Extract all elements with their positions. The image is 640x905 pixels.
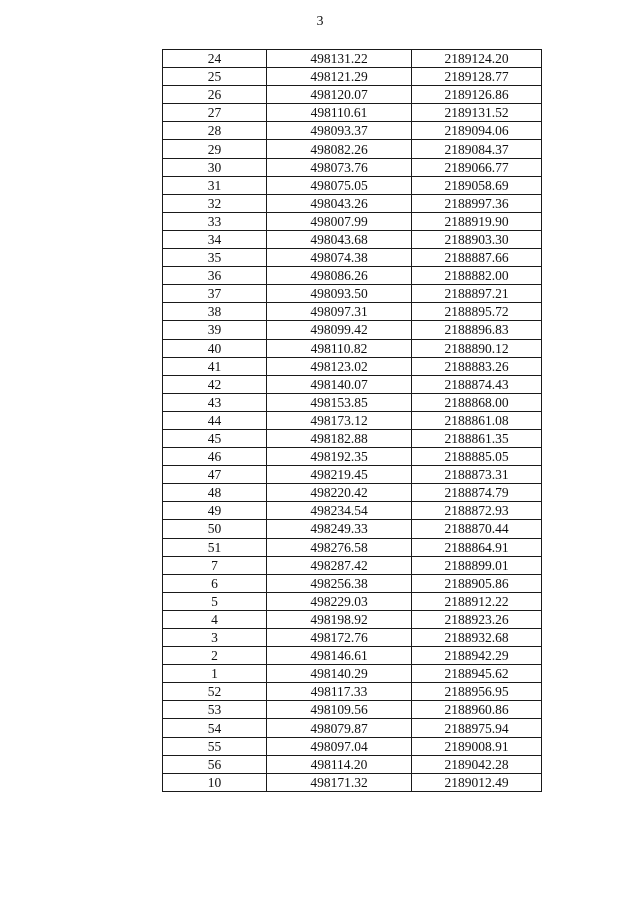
x-coordinate-cell: 498276.58 <box>267 538 412 556</box>
y-coordinate-cell: 2188890.12 <box>412 339 542 357</box>
table-row <box>163 339 542 357</box>
table-row <box>163 86 542 104</box>
y-coordinate-cell: 2189012.49 <box>412 773 542 791</box>
table-row <box>163 429 542 447</box>
y-coordinate-cell: 2188919.90 <box>412 212 542 230</box>
point-number-cell: 38 <box>163 303 267 321</box>
table-row <box>163 665 542 683</box>
point-number-cell: 4 <box>163 610 267 628</box>
table-row <box>163 538 542 556</box>
y-coordinate-cell: 2188872.93 <box>412 502 542 520</box>
point-number-cell: 6 <box>163 574 267 592</box>
point-number-cell: 35 <box>163 249 267 267</box>
point-number-cell: 46 <box>163 448 267 466</box>
table-row <box>163 212 542 230</box>
y-coordinate-cell: 2189131.52 <box>412 104 542 122</box>
x-coordinate-cell: 498007.99 <box>267 212 412 230</box>
point-number-cell: 32 <box>163 194 267 212</box>
y-coordinate-cell: 2188864.91 <box>412 538 542 556</box>
point-number-cell: 5 <box>163 592 267 610</box>
x-coordinate-cell: 498086.26 <box>267 267 412 285</box>
point-number-cell: 10 <box>163 773 267 791</box>
point-number-cell: 37 <box>163 285 267 303</box>
table-row <box>163 104 542 122</box>
x-coordinate-cell: 498082.26 <box>267 140 412 158</box>
y-coordinate-cell: 2188923.26 <box>412 610 542 628</box>
table-row <box>163 466 542 484</box>
x-coordinate-cell: 498110.61 <box>267 104 412 122</box>
table-row <box>163 393 542 411</box>
point-number-cell: 25 <box>163 68 267 86</box>
y-coordinate-cell: 2188945.62 <box>412 665 542 683</box>
y-coordinate-cell: 2188997.36 <box>412 194 542 212</box>
x-coordinate-cell: 498140.29 <box>267 665 412 683</box>
x-coordinate-cell: 498171.32 <box>267 773 412 791</box>
y-coordinate-cell: 2189128.77 <box>412 68 542 86</box>
coordinates-table <box>162 49 542 792</box>
table-row <box>163 194 542 212</box>
point-number-cell: 41 <box>163 357 267 375</box>
x-coordinate-cell: 498249.33 <box>267 520 412 538</box>
table-row <box>163 755 542 773</box>
x-coordinate-cell: 498287.42 <box>267 556 412 574</box>
point-number-cell: 51 <box>163 538 267 556</box>
table-row <box>163 592 542 610</box>
table-row <box>163 249 542 267</box>
table-row <box>163 610 542 628</box>
point-number-cell: 28 <box>163 122 267 140</box>
table-row <box>163 701 542 719</box>
x-coordinate-cell: 498131.22 <box>267 50 412 68</box>
y-coordinate-cell: 2188870.44 <box>412 520 542 538</box>
point-number-cell: 39 <box>163 321 267 339</box>
coordinates-table-body <box>163 50 542 792</box>
table-row <box>163 230 542 248</box>
y-coordinate-cell: 2188897.21 <box>412 285 542 303</box>
table-row <box>163 285 542 303</box>
point-number-cell: 49 <box>163 502 267 520</box>
y-coordinate-cell: 2188874.79 <box>412 484 542 502</box>
x-coordinate-cell: 498229.03 <box>267 592 412 610</box>
y-coordinate-cell: 2188942.29 <box>412 647 542 665</box>
point-number-cell: 45 <box>163 429 267 447</box>
y-coordinate-cell: 2189124.20 <box>412 50 542 68</box>
y-coordinate-cell: 2188932.68 <box>412 629 542 647</box>
point-number-cell: 52 <box>163 683 267 701</box>
table-row <box>163 448 542 466</box>
y-coordinate-cell: 2188956.95 <box>412 683 542 701</box>
table-row <box>163 303 542 321</box>
table-row <box>163 267 542 285</box>
y-coordinate-cell: 2188960.86 <box>412 701 542 719</box>
y-coordinate-cell: 2188912.22 <box>412 592 542 610</box>
table-row <box>163 375 542 393</box>
x-coordinate-cell: 498172.76 <box>267 629 412 647</box>
y-coordinate-cell: 2188882.00 <box>412 267 542 285</box>
y-coordinate-cell: 2189126.86 <box>412 86 542 104</box>
x-coordinate-cell: 498192.35 <box>267 448 412 466</box>
x-coordinate-cell: 498093.50 <box>267 285 412 303</box>
y-coordinate-cell: 2188899.01 <box>412 556 542 574</box>
x-coordinate-cell: 498256.38 <box>267 574 412 592</box>
y-coordinate-cell: 2188873.31 <box>412 466 542 484</box>
point-number-cell: 44 <box>163 411 267 429</box>
point-number-cell: 27 <box>163 104 267 122</box>
y-coordinate-cell: 2189042.28 <box>412 755 542 773</box>
table-row <box>163 158 542 176</box>
y-coordinate-cell: 2189058.69 <box>412 176 542 194</box>
point-number-cell: 7 <box>163 556 267 574</box>
point-number-cell: 3 <box>163 629 267 647</box>
table-row <box>163 647 542 665</box>
x-coordinate-cell: 498073.76 <box>267 158 412 176</box>
x-coordinate-cell: 498219.45 <box>267 466 412 484</box>
y-coordinate-cell: 2188885.05 <box>412 448 542 466</box>
x-coordinate-cell: 498121.29 <box>267 68 412 86</box>
table-row <box>163 411 542 429</box>
x-coordinate-cell: 498234.54 <box>267 502 412 520</box>
point-number-cell: 47 <box>163 466 267 484</box>
table-row <box>163 176 542 194</box>
table-row <box>163 484 542 502</box>
x-coordinate-cell: 498043.26 <box>267 194 412 212</box>
table-row <box>163 683 542 701</box>
x-coordinate-cell: 498097.04 <box>267 737 412 755</box>
point-number-cell: 53 <box>163 701 267 719</box>
y-coordinate-cell: 2189084.37 <box>412 140 542 158</box>
x-coordinate-cell: 498146.61 <box>267 647 412 665</box>
point-number-cell: 2 <box>163 647 267 665</box>
x-coordinate-cell: 498079.87 <box>267 719 412 737</box>
table-row <box>163 629 542 647</box>
table-row <box>163 50 542 68</box>
table-row <box>163 520 542 538</box>
point-number-cell: 42 <box>163 375 267 393</box>
y-coordinate-cell: 2188883.26 <box>412 357 542 375</box>
y-coordinate-cell: 2188975.94 <box>412 719 542 737</box>
table-row <box>163 574 542 592</box>
point-number-cell: 54 <box>163 719 267 737</box>
table-row <box>163 140 542 158</box>
x-coordinate-cell: 498120.07 <box>267 86 412 104</box>
x-coordinate-cell: 498110.82 <box>267 339 412 357</box>
point-number-cell: 56 <box>163 755 267 773</box>
y-coordinate-cell: 2188887.66 <box>412 249 542 267</box>
point-number-cell: 1 <box>163 665 267 683</box>
x-coordinate-cell: 498043.68 <box>267 230 412 248</box>
y-coordinate-cell: 2188868.00 <box>412 393 542 411</box>
table-row <box>163 556 542 574</box>
y-coordinate-cell: 2188903.30 <box>412 230 542 248</box>
point-number-cell: 55 <box>163 737 267 755</box>
y-coordinate-cell: 2188896.83 <box>412 321 542 339</box>
point-number-cell: 43 <box>163 393 267 411</box>
x-coordinate-cell: 498140.07 <box>267 375 412 393</box>
point-number-cell: 24 <box>163 50 267 68</box>
x-coordinate-cell: 498114.20 <box>267 755 412 773</box>
point-number-cell: 48 <box>163 484 267 502</box>
table-row <box>163 502 542 520</box>
table-row <box>163 357 542 375</box>
point-number-cell: 29 <box>163 140 267 158</box>
y-coordinate-cell: 2188861.08 <box>412 411 542 429</box>
point-number-cell: 33 <box>163 212 267 230</box>
y-coordinate-cell: 2188861.35 <box>412 429 542 447</box>
x-coordinate-cell: 498075.05 <box>267 176 412 194</box>
y-coordinate-cell: 2189008.91 <box>412 737 542 755</box>
table-row <box>163 122 542 140</box>
y-coordinate-cell: 2188905.86 <box>412 574 542 592</box>
table-row <box>163 321 542 339</box>
point-number-cell: 30 <box>163 158 267 176</box>
y-coordinate-cell: 2188874.43 <box>412 375 542 393</box>
point-number-cell: 34 <box>163 230 267 248</box>
y-coordinate-cell: 2188895.72 <box>412 303 542 321</box>
x-coordinate-cell: 498198.92 <box>267 610 412 628</box>
x-coordinate-cell: 498097.31 <box>267 303 412 321</box>
x-coordinate-cell: 498153.85 <box>267 393 412 411</box>
table-row <box>163 737 542 755</box>
x-coordinate-cell: 498109.56 <box>267 701 412 719</box>
y-coordinate-cell: 2189094.06 <box>412 122 542 140</box>
point-number-cell: 31 <box>163 176 267 194</box>
x-coordinate-cell: 498093.37 <box>267 122 412 140</box>
point-number-cell: 40 <box>163 339 267 357</box>
x-coordinate-cell: 498074.38 <box>267 249 412 267</box>
x-coordinate-cell: 498117.33 <box>267 683 412 701</box>
y-coordinate-cell: 2189066.77 <box>412 158 542 176</box>
x-coordinate-cell: 498099.42 <box>267 321 412 339</box>
point-number-cell: 26 <box>163 86 267 104</box>
x-coordinate-cell: 498182.88 <box>267 429 412 447</box>
page-number: 3 <box>316 14 324 29</box>
table-row <box>163 773 542 791</box>
x-coordinate-cell: 498220.42 <box>267 484 412 502</box>
point-number-cell: 50 <box>163 520 267 538</box>
table-row <box>163 68 542 86</box>
x-coordinate-cell: 498173.12 <box>267 411 412 429</box>
point-number-cell: 36 <box>163 267 267 285</box>
x-coordinate-cell: 498123.02 <box>267 357 412 375</box>
table-row <box>163 719 542 737</box>
